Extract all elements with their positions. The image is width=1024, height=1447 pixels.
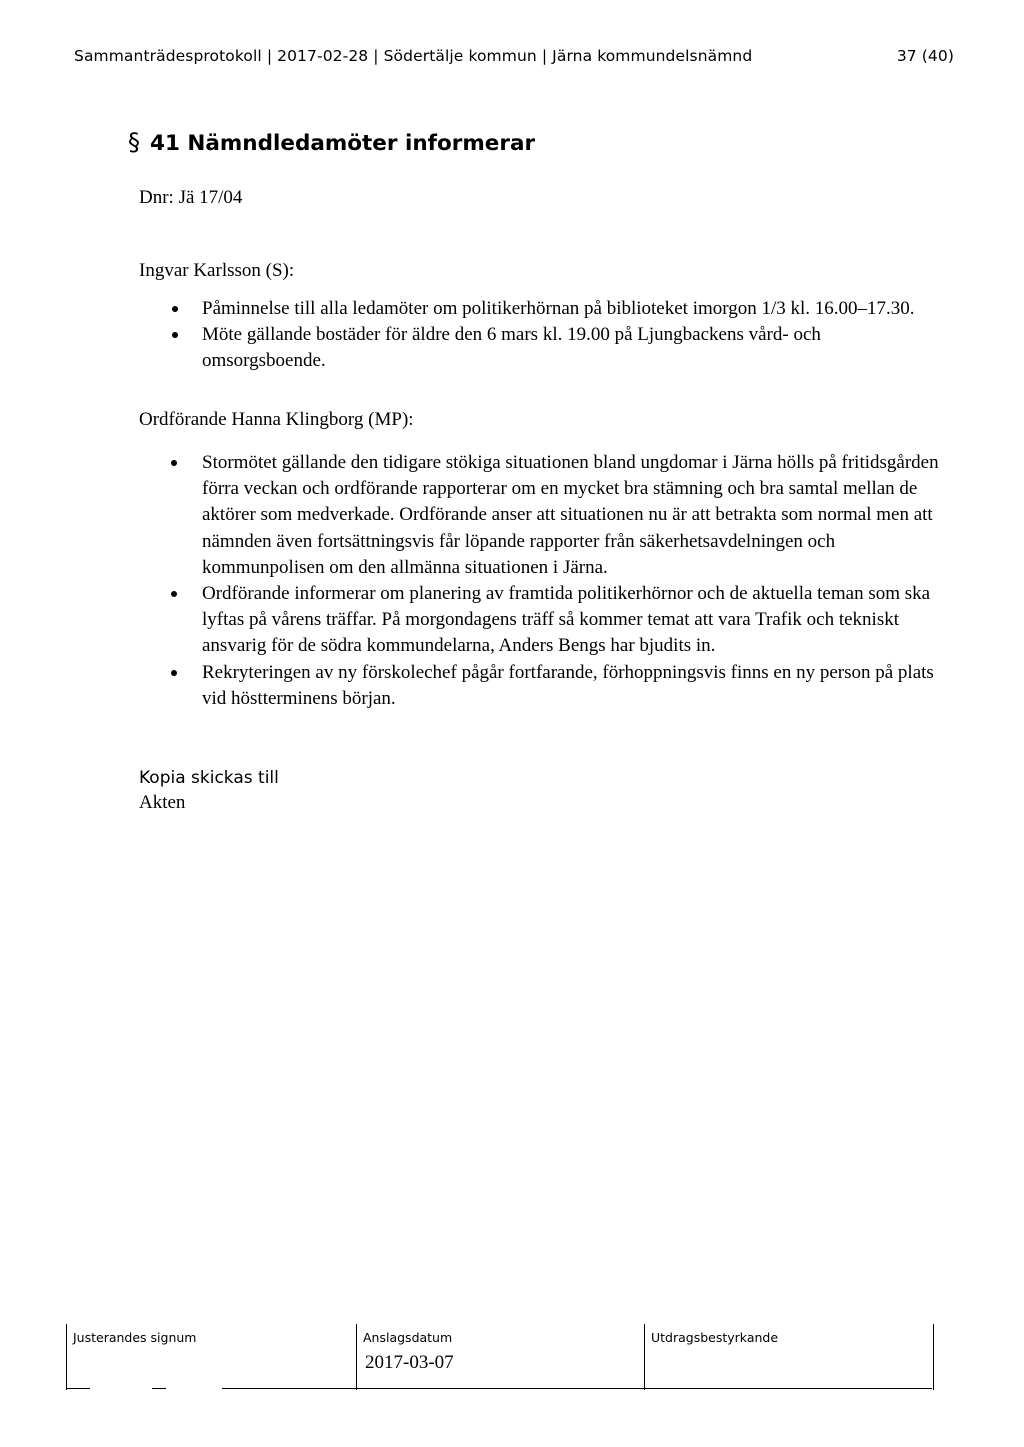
speaker2-items: [202, 450, 942, 712]
speaker-name: Ordförande Hanna Klingborg (MP):: [139, 409, 414, 430]
list-item: Rekryteringen av ny förskolechef pågår fortfarande, förhoppningsvis finns en ny person på plats vid höstterminens början.: [202, 660, 942, 712]
bullet-icon: [172, 306, 178, 312]
signature-line: [152, 1388, 166, 1389]
posted-date-value: 2017-03-07: [365, 1352, 454, 1373]
list-item: Möte gällande bostäder för äldre den 6 mars kl. 19.00 på Ljungbackens vård- och omsorgsboende.: [202, 322, 942, 374]
diary-number: Dnr: Jä 17/04: [139, 187, 243, 208]
signature-footer: [66, 1324, 932, 1390]
posted-date-label: Anslagsdatum: [363, 1330, 453, 1345]
certified-label: Utdragsbestyrkande: [651, 1330, 779, 1345]
speaker-name: Ingvar Karlsson (S):: [139, 260, 295, 281]
header-text: Sammanträdesprotokoll | 2017-02-28 | Södertälje kommun | Järna kommundelsnämnd: [74, 47, 753, 65]
page-number: 37 (40): [896, 47, 954, 65]
speaker1-items: [202, 296, 942, 374]
bullet-icon: [171, 460, 177, 466]
copy-to-label: Kopia skickas till: [139, 768, 279, 788]
bullet-icon: [171, 670, 177, 676]
section-title-text: 41 Nämndledamöter informerar: [150, 131, 536, 156]
signer-cell: [66, 1324, 357, 1390]
list-item: Påminnelse till alla ledamöter om politikerhörnan på biblioteket imorgon 1/3 kl. 16.00–17.30.: [202, 296, 942, 322]
signer-label: Justerandes signum: [73, 1330, 197, 1345]
list-item: Ordförande informerar om planering av framtida politikerhörnor och de aktuella teman som ska lyftas på vårens träffar. På morgondagens träff så kommer temat att vara Trafik och tekniskt ansvarig för de södra kommundelarna, Anders Bengs har bjudits in.: [202, 581, 942, 660]
posted-date-cell: [356, 1324, 645, 1390]
signature-line: [66, 1388, 90, 1389]
bullet-icon: [171, 591, 177, 597]
paragraph-symbol: §: [128, 128, 140, 156]
certified-cell: [644, 1324, 934, 1390]
page-header: [74, 47, 954, 65]
section-title: [128, 128, 535, 156]
copy-to-value: Akten: [139, 792, 186, 813]
list-item: Stormötet gällande den tidigare stökiga situationen bland ungdomar i Järna hölls på fritidsgården förra veckan och ordförande rapporterar om en mycket bra stämning och bra samtal mellan de aktörer som medverkade. Ordförande anser att situationen nu är att betrakta som normal men att nämnden även fortsättningsvis får löpande rapporter från säkerhetsavdelningen och kommunpolisen om den allmänna situationen i Järna.: [202, 450, 942, 581]
signature-line: [222, 1388, 932, 1389]
bullet-icon: [172, 332, 178, 338]
